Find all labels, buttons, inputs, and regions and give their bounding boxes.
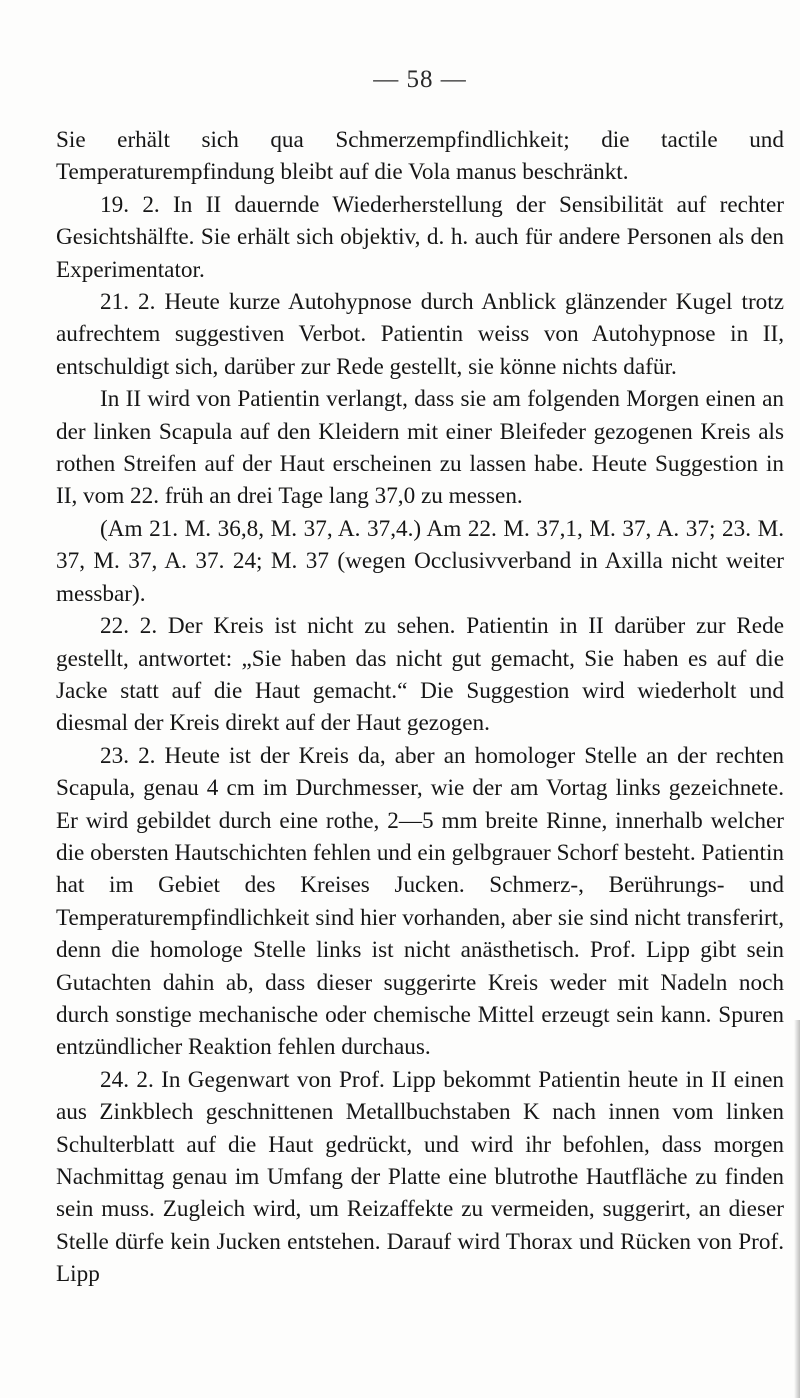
page-edge-shadow xyxy=(794,1020,800,1398)
paragraph-3: 21. 2. Heute kurze Autohypnose durch Anblick glänzender Kugel trotz aufrechtem suggestiven Verbot. Patientin weiss von Autohypnose in II, entschuldigt sich, darüber zur Rede gestellt, sie könne nichts dafür. xyxy=(56,289,784,380)
paragraph-1: Sie erhält sich qua Schmerzempfindlichkeit; die tactile und Temperaturempfindung bleibt auf die Vola manus beschränkt. xyxy=(56,127,784,186)
paragraph-7: 23. 2. Heute ist der Kreis da, aber an homologer Stelle an der rechten Scapula, genau 4 cm im Durchmesser, wie der am Vortag links gezeichnete. Er wird gebildet durch eine rothe, 2—5 mm breite Rinne, innerhalb welcher die obersten Hautschichten fehlen und ein gelbgrauer Schorf besteht. Patientin hat im Gebiet des Kreises Jucken. Schmerz-, Berührungs- und Temperaturempfindlichkeit sind hier vorhanden, aber sie sind nicht transferirt, denn die homologe Stelle links ist nicht anästhetisch. Prof. Lipp gibt sein Gutachten dahin ab, dass dieser suggerirte Kreis weder mit Nadeln noch durch sonstige mechanische oder chemische Mittel erzeugt sein kann. Spuren entzündlicher Reaktion fehlen durchaus. xyxy=(56,742,784,1061)
paragraph-4: In II wird von Patientin verlangt, dass sie am folgenden Morgen einen an der linken Scapula auf den Kleidern mit einer Bleifeder gezogenen Kreis als rothen Streifen auf der Haut erscheinen zu lassen habe. Heute Suggestion in II, vom 22. früh an drei Tage lang 37,0 zu messen. xyxy=(56,386,784,510)
body-text xyxy=(56,124,784,1291)
paragraph-5: (Am 21. M. 36,8, M. 37, A. 37,4.) Am 22. M. 37,1, M. 37, A. 37; 23. M. 37, M. 37, A. 37. 24; M. 37 (wegen Occlusivverband in Axilla nicht weiter messbar). xyxy=(56,515,784,607)
paragraph-8: 24. 2. In Gegenwart von Prof. Lipp bekommt Patientin heute in II einen aus Zinkblech geschnittenen Metallbuchstaben K nach innen vom linken Schulterblatt auf die Haut gedrückt, und wird ihr befohlen, dass morgen Nachmittag genau im Umfang der Platte eine blutrothe Hautfläche zu finden sein muss. Zugleich wird, um Reizaffekte zu vermeiden, suggerirt, an dieser Stelle dürfe kein Jucken entstehen. Darauf wird Thorax und Rücken von Prof. Lipp xyxy=(56,1066,784,1288)
page-number: — 58 — xyxy=(373,66,467,93)
paragraph-2: 19. 2. In II dauernde Wiederherstellung der Sensibilität auf rechter Gesichtshälfte. Sie erhält sich objektiv, d. h. auch für andere Personen als den Experimentator. xyxy=(56,191,784,283)
paragraph-6: 22. 2. Der Kreis ist nicht zu sehen. Patientin in II darüber zur Rede gestellt, antwortet: „Sie haben das nicht gut gemacht, Sie haben es auf die Jacke statt auf die Haut gemacht.“ Die Suggestion wird wiederholt und diesmal der Kreis direkt auf der Haut gezogen. xyxy=(56,613,784,737)
